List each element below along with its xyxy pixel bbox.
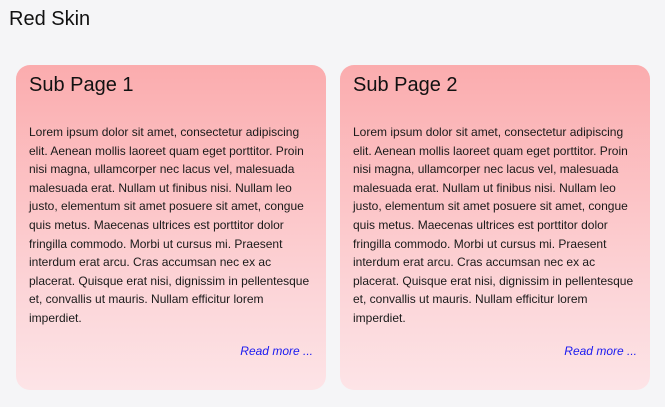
- card-sub-page-1: [16, 65, 326, 390]
- page-title: Red Skin: [9, 8, 91, 30]
- card-title: Sub Page 2: [353, 74, 458, 96]
- read-more-link[interactable]: Read more ...: [240, 344, 313, 358]
- read-more-link[interactable]: Read more ...: [564, 344, 637, 358]
- card-sub-page-2: [340, 65, 650, 390]
- card-list: [16, 65, 650, 390]
- card-body-text: Lorem ipsum dolor sit amet, consectetur adipiscing elit. Aenean mollis laoreet quam eget porttitor. Proin nisi magna, ullamcorper nec lacus vel, malesuada malesuada erat. Nullam ut finibus nisi. Nullam leo justo, elementum sit amet posuere sit amet, congue quis metus. Maecenas ultrices est porttitor dolor fringilla commodo. Morbi ut cursus mi. Praesent interdum erat arcu. Cras accumsan nec ex ac placerat. Quisque erat nisi, dignissim in pellentesque et, convallis ut mauris. Nullam efficitur lorem imperdiet.: [29, 125, 310, 325]
- card-body-text: Lorem ipsum dolor sit amet, consectetur adipiscing elit. Aenean mollis laoreet quam eget porttitor. Proin nisi magna, ullamcorper nec lacus vel, malesuada malesuada erat. Nullam ut finibus nisi. Nullam leo justo, elementum sit amet posuere sit amet, congue quis metus. Maecenas ultrices est porttitor dolor fringilla commodo. Morbi ut cursus mi. Praesent interdum erat arcu. Cras accumsan nec ex ac placerat. Quisque erat nisi, dignissim in pellentesque et, convallis ut mauris. Nullam efficitur lorem imperdiet.: [353, 125, 634, 325]
- card-title: Sub Page 1: [29, 74, 134, 96]
